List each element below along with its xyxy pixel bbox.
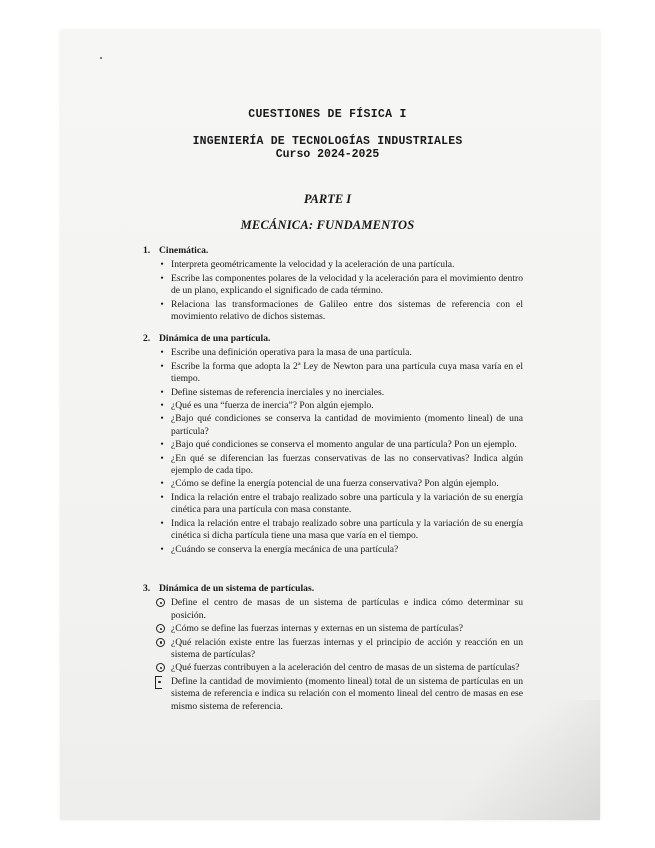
question-text: ¿En qué se diferencian las fuerzas conservativas de las no conservativas? Indica algún ejemplo de cada tipo. [171,452,523,477]
question-list [143,597,523,713]
topic-heading: MECÁNICA: FUNDAMENTOS [240,218,415,232]
question-text: Relaciona las transformaciones de Galileo entre dos sistemas de referencia con el movimiento relativo de dichos sistemas. [171,298,523,323]
section-cinematica [143,245,523,324]
question-item [171,637,523,662]
section-title: Dinámica de una partícula. [159,333,271,344]
bullet-dot-icon: • [160,413,164,425]
bullet-dot-icon: • [160,517,164,529]
section-title: Cinemática. [159,245,209,256]
bullet-dot-icon: • [160,347,164,359]
question-item [160,259,523,271]
question-list [143,259,523,323]
part-heading: PARTE I [303,192,352,206]
question-text: Indica la relación entre el trabajo realizado sobre una partícula y la variación de su energía cinética para una partícula con masa constante. [171,491,523,516]
question-item [160,298,523,324]
bullet-circled-dot-icon [156,663,165,672]
bullet-bracket-dot-icon [155,676,162,689]
bullet-circled-dot-icon [156,638,165,647]
paper-speck [100,57,102,59]
section-dinamica-particula [143,333,523,557]
question-item [160,360,523,386]
document-title: CUESTIONES DE FÍSICA I [248,108,407,121]
question-text: Define el centro de masas de un sistema de partículas e indica cómo determinar su posición. [171,597,523,621]
bullet-dot-icon: • [160,439,164,451]
bullet-dot-icon: • [160,259,164,271]
bullet-dot-icon: • [160,386,164,398]
bullet-dot-icon: • [160,452,164,464]
question-item [160,543,523,556]
section-title: Dinámica de un sistema de partículas. [159,583,315,594]
question-item [160,491,523,517]
question-text: ¿Qué fuerzas contribuyen a la aceleración del centro de masas de un sistema de partículas? [171,662,520,674]
question-item [160,413,523,438]
section-heading [143,245,523,257]
question-item [160,478,523,490]
section-number: 3. [143,583,151,594]
bullet-dot-icon: • [160,543,164,555]
question-text: ¿Cómo se define las fuerzas internas y externas en un sistema de partículas? [171,623,463,635]
question-text: ¿Cómo se define la energía potencial de una fuerza conservativa? Pon algún ejemplo. [171,478,499,490]
bullet-dot-icon: • [160,298,164,310]
question-item [171,623,523,635]
question-text: Escribe la forma que adopta la 2ª Ley de Newton para una partícula cuya masa varía en el tiempo. [171,360,523,385]
question-text: Escribe una definición operativa para la masa de una partícula. [171,347,412,359]
bullet-circled-dot-icon [156,624,165,633]
question-text: ¿Bajo qué condiciones se conserva la cantidad de movimiento (momento lineal) de una partícula? [171,413,523,437]
question-item [171,662,523,674]
bullet-dot-icon: • [160,272,164,284]
question-text: ¿Bajo qué condiciones se conserva el momento angular de una partícula? Pon un ejemplo. [171,439,517,451]
question-item [160,272,523,298]
bullet-dot-icon: • [160,491,164,503]
section-heading [143,333,523,345]
question-text: Indica la relación entre el trabajo realizado sobre una partícula y la variación de su energía cinética si dicha partícula tiene una masa que varía en el tiempo. [171,517,523,542]
question-item [160,452,523,478]
section-dinamica-sistema [143,583,523,714]
question-item [160,517,523,543]
section-number: 2. [143,333,151,344]
question-text: ¿Qué es una “fuerza de inercia”? Pon algún ejemplo. [171,400,374,412]
question-item [160,386,523,399]
question-item [171,676,523,713]
bullet-dot-icon: • [160,360,164,372]
bullet-dot-icon: • [160,400,164,412]
question-text: Define sistemas de referencia inerciales y no inerciales. [171,386,385,398]
bullet-dot-icon: • [160,478,164,490]
question-text: Define la cantidad de movimiento (momento lineal) total de un sistema de partículas en un sistema de referencia e indica su relación con el momento lineal del centro de masas en ese mismo sistema de referencia. [171,675,523,712]
question-item [171,597,523,622]
degree-name: INGENIERÍA DE TECNOLOGÍAS INDUSTRIALES [192,135,463,148]
question-text: ¿Qué relación existe entre las fuerzas internas y el principio de acción y reacción en un sistema de partículas? [171,636,523,661]
question-item [160,439,523,451]
question-text: Escribe las componentes polares de la velocidad y la aceleración para el movimiento dentro de un plano, explicando el significado de cada término. [171,272,523,297]
section-number: 1. [143,245,151,256]
bullet-circled-dot-icon [156,598,165,607]
question-item [160,347,523,359]
question-text: Interpreta geométricamente la velocidad y la aceleración de una partícula. [171,259,455,271]
question-list [143,347,523,556]
section-heading [143,583,523,595]
question-text: ¿Cuándo se conserva la energía mecánica de una partícula? [171,543,399,555]
question-item [160,400,523,412]
academic-year: Curso 2024-2025 [275,148,380,161]
